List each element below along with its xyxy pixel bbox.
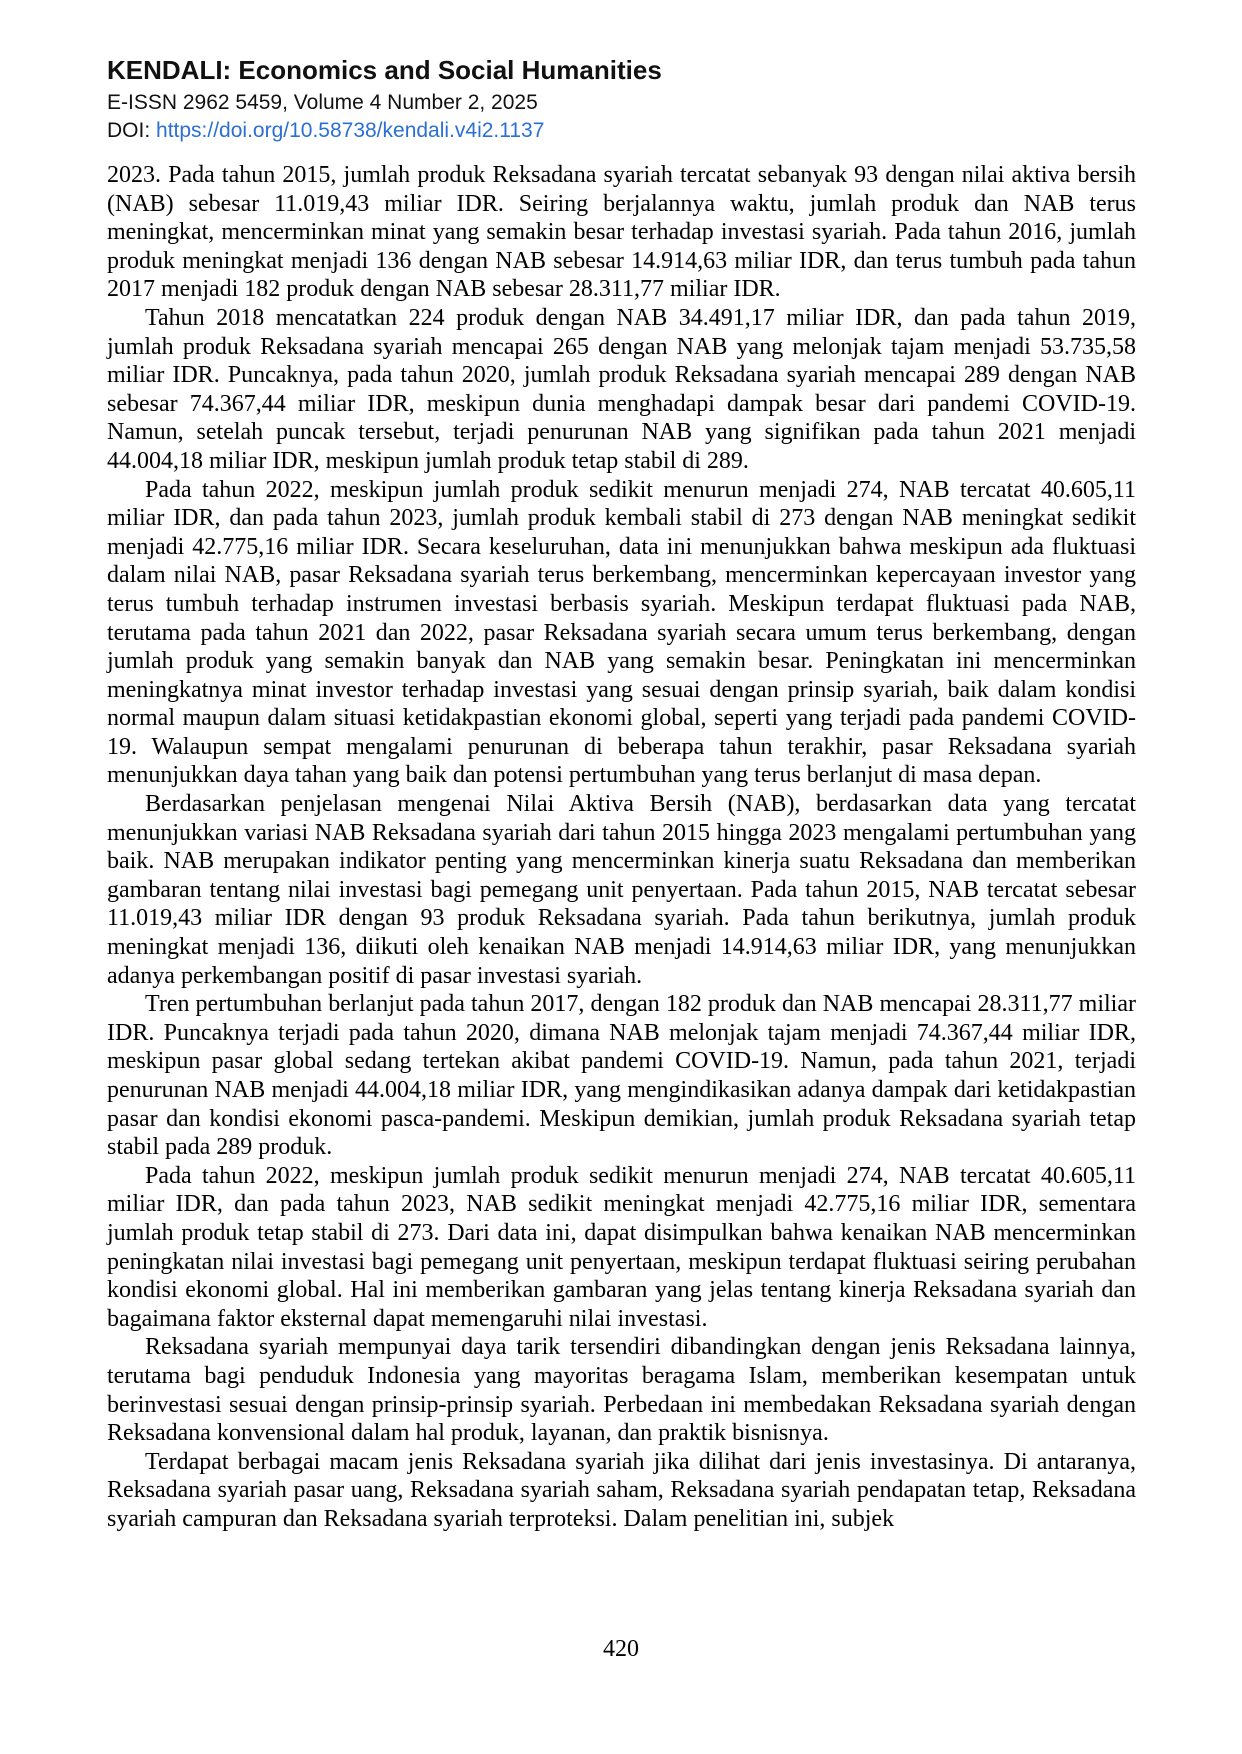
doi-line	[107, 118, 1136, 144]
paragraph: Pada tahun 2022, meskipun jumlah produk sedikit menurun menjadi 274, NAB tercatat 40.605,11 miliar IDR, dan pada tahun 2023, NAB sedikit meningkat menjadi 42.775,16 miliar IDR, sementara jumlah produk tetap stabil di 273. Dari data ini, dapat disimpulkan bahwa kenaikan NAB mencerminkan peningkatan nilai investasi bagi pemegang unit penyertaan, meskipun terdapat fluktuasi seiring perubahan kondisi ekonomi global. Hal ini memberikan gambaran yang jelas tentang kinerja Reksadana syariah dan bagaimana faktor eksternal dapat memengaruhi nilai investasi.	[107, 1162, 1136, 1332]
article-body	[107, 161, 1136, 1534]
journal-title: KENDALI: Economics and Social Humanities	[107, 55, 662, 85]
paragraph: Tahun 2018 mencatatkan 224 produk dengan NAB 34.491,17 miliar IDR, dan pada tahun 2019, jumlah produk Reksadana syariah mencapai 265 dengan NAB yang melonjak tajam menjadi 53.735,58 miliar IDR. Puncaknya, pada tahun 2020, jumlah produk Reksadana syariah mencapai 289 dengan NAB sebesar 74.367,44 miliar IDR, meskipun dunia menghadapi dampak besar dari pandemi COVID-19. Namun, setelah puncak tersebut, terjadi penurunan NAB yang signifikan pada tahun 2021 menjadi 44.004,18 miliar IDR, meskipun jumlah produk tetap stabil di 289.	[107, 304, 1136, 474]
page-header	[107, 55, 1136, 144]
paragraph-continuation: 2023. Pada tahun 2015, jumlah produk Reksadana syariah tercatat sebanyak 93 dengan nilai aktiva bersih (NAB) sebesar 11.019,43 miliar IDR. Seiring berjalannya waktu, jumlah produk dan NAB terus meningkat, mencerminkan minat yang semakin besar terhadap investasi syariah. Pada tahun 2016, jumlah produk meningkat menjadi 136 dengan NAB sebesar 14.914,63 miliar IDR, dan terus tumbuh pada tahun 2017 menjadi 182 produk dengan NAB sebesar 28.311,77 miliar IDR.	[107, 162, 1136, 303]
paragraph: Terdapat berbagai macam jenis Reksadana syariah jika dilihat dari jenis investasinya. Di antaranya, Reksadana syariah pasar uang, Reksadana syariah saham, Reksadana syariah pendapatan tetap, Reksadana syariah campuran dan Reksadana syariah terproteksi. Dalam penelitian ini, subjek	[107, 1448, 1136, 1532]
page-number: 420	[603, 1636, 639, 1662]
paragraph: Berdasarkan penjelasan mengenai Nilai Aktiva Bersih (NAB), berdasarkan data yang tercatat menunjukkan variasi NAB Reksadana syariah dari tahun 2015 hingga 2023 mengalami pertumbuhan yang baik. NAB merupakan indikator penting yang mencerminkan kinerja suatu Reksadana dan memberikan gambaran tentang nilai investasi bagi pemegang unit penyertaan. Pada tahun 2015, NAB tercatat sebesar 11.019,43 miliar IDR dengan 93 produk Reksadana syariah. Pada tahun berikutnya, jumlah produk meningkat menjadi 136, diikuti oleh kenaikan NAB menjadi 14.914,63 miliar IDR, yang menunjukkan adanya perkembangan positif di pasar investasi syariah.	[107, 791, 1136, 989]
paragraph: Pada tahun 2022, meskipun jumlah produk sedikit menurun menjadi 274, NAB tercatat 40.605,11 miliar IDR, dan pada tahun 2023, jumlah produk kembali stabil di 273 dengan NAB meningkat sedikit menjadi 42.775,16 miliar IDR. Secara keseluruhan, data ini menunjukkan bahwa meskipun ada fluktuasi dalam nilai NAB, pasar Reksadana syariah terus berkembang, mencerminkan kepercayaan investor yang terus tumbuh terhadap instrumen investasi berbasis syariah. Meskipun terdapat fluktuasi pada NAB, terutama pada tahun 2021 dan 2022, pasar Reksadana syariah secara umum terus berkembang, dengan jumlah produk yang semakin banyak dan NAB yang semakin besar. Peningkatan ini mencerminkan meningkatnya minat investor terhadap investasi yang sesuai dengan prinsip syariah, baik dalam kondisi normal maupun dalam situasi ketidakpastian ekonomi global, seperti yang terjadi pada pandemi COVID-19. Walaupun sempat mengalami penurunan di beberapa tahun terakhir, pasar Reksadana syariah menunjukkan daya tahan yang baik dan potensi pertumbuhan yang terus berlanjut di masa depan.	[107, 476, 1136, 789]
page-footer	[0, 1636, 1242, 1663]
paragraph: Tren pertumbuhan berlanjut pada tahun 2017, dengan 182 produk dan NAB mencapai 28.311,77 miliar IDR. Puncaknya terjadi pada tahun 2020, dimana NAB melonjak tajam menjadi 74.367,44 miliar IDR, meskipun pasar global sedang tertekan akibat pandemi COVID-19. Namun, pada tahun 2021, terjadi penurunan NAB menjadi 44.004,18 miliar IDR, yang mengindikasikan adanya dampak dari ketidakpastian pasar dan kondisi ekonomi pasca-pandemi. Meskipun demikian, jumlah produk Reksadana syariah tetap stabil pada 289 produk.	[107, 991, 1136, 1161]
issn-volume-line: E-ISSN 2962 5459, Volume 4 Number 2, 2025	[107, 91, 538, 114]
paragraph: Reksadana syariah mempunyai daya tarik tersendiri dibandingkan dengan jenis Reksadana lainnya, terutama bagi penduduk Indonesia yang mayoritas beragama Islam, memberikan kesempatan untuk berinvestasi sesuai dengan prinsip-prinsip syariah. Perbedaan ini membedakan Reksadana syariah dengan Reksadana konvensional dalam hal produk, layanan, dan praktik bisnisnya.	[107, 1334, 1136, 1447]
doi-label: DOI:	[107, 119, 157, 142]
doi-link[interactable]: https://doi.org/10.58738/kendali.v4i2.1137	[156, 119, 545, 142]
